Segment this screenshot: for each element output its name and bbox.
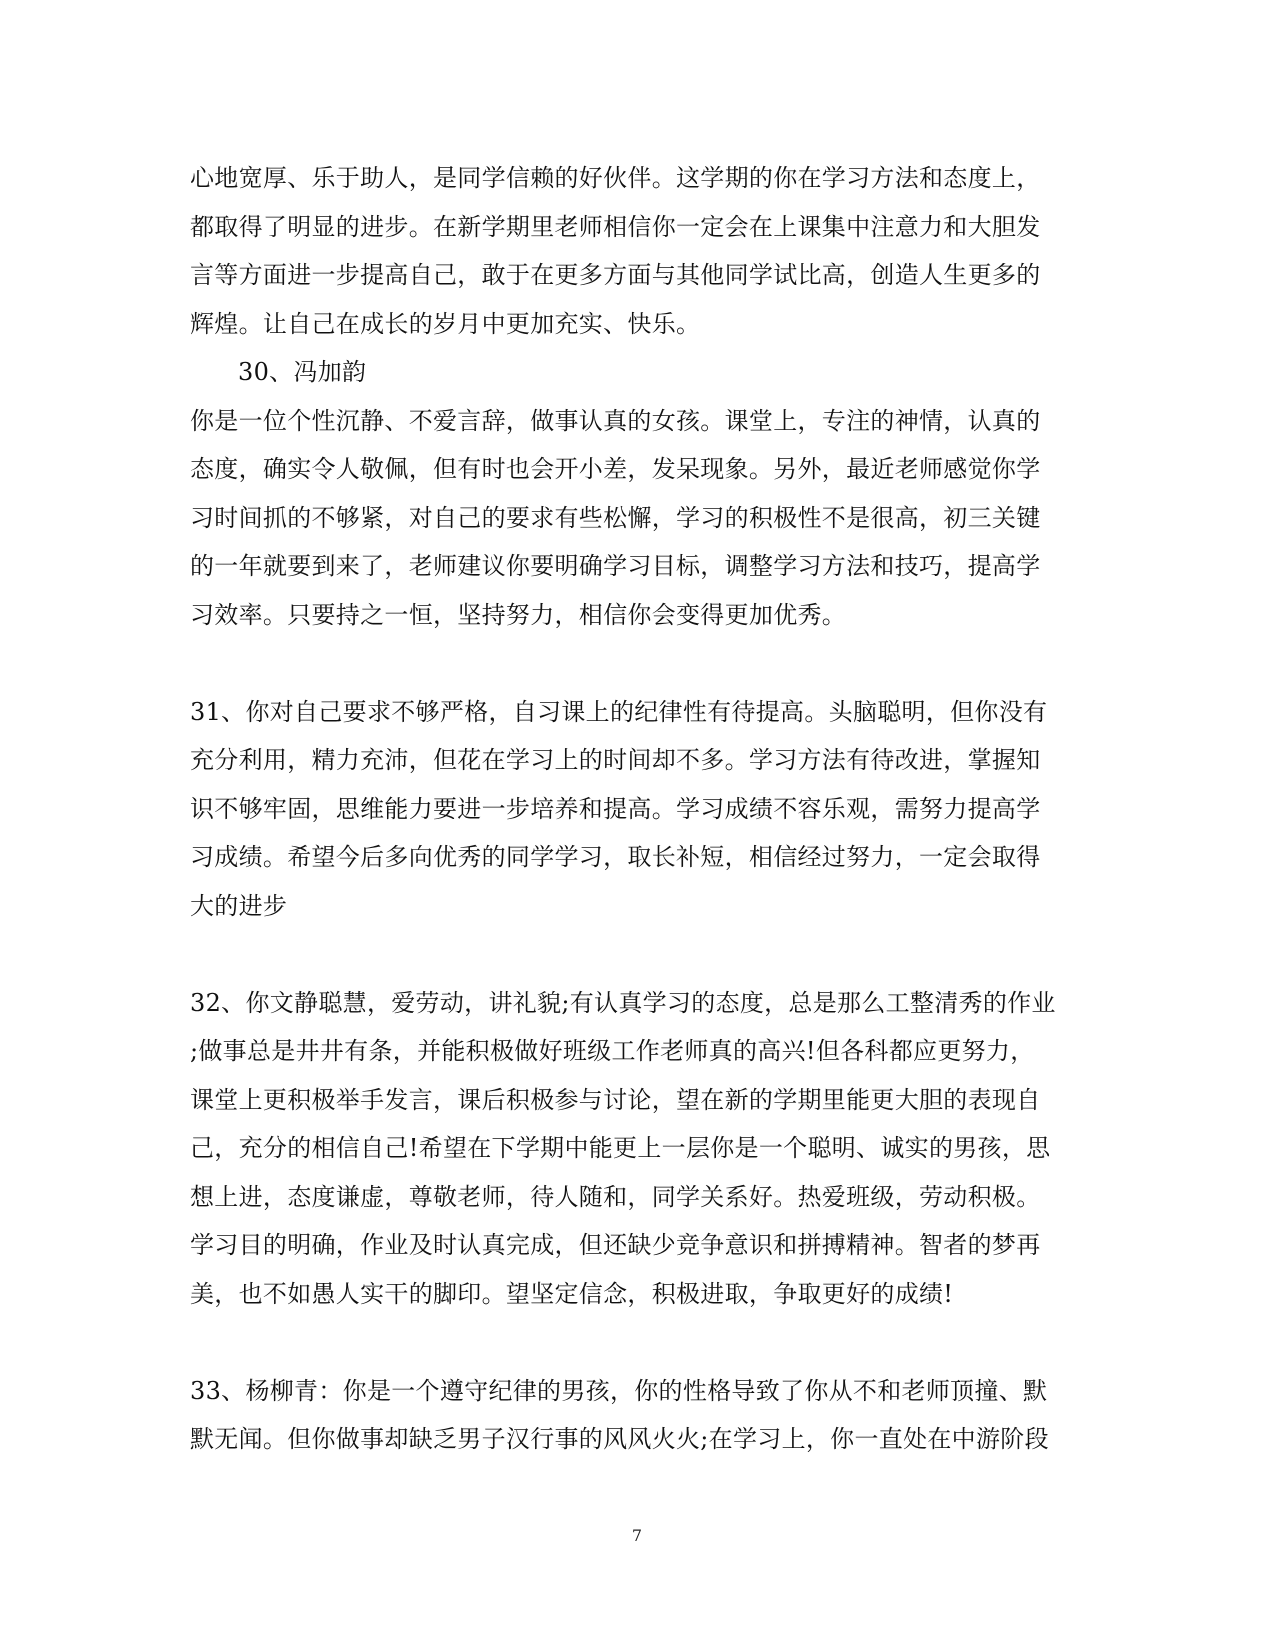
text-line: 想上进，态度谦虚，尊敬老师，待人随和，同学关系好。热爱班级，劳动积极。: [190, 1182, 1041, 1211]
text-line: 31、你对自己要求不够严格，自习课上的纪律性有待提高。头脑聪明，但你没有: [190, 697, 1048, 726]
text-line: 都取得了明显的进步。在新学期里老师相信你一定会在上课集中注意力和大胆发: [190, 212, 1041, 241]
text-line: 学习目的明确，作业及时认真完成，但还缺少竞争意识和拼搏精神。智者的梦再: [190, 1231, 1041, 1259]
text-line: 的一年就要到来了，老师建议你要明确学习目标，调整学习方法和技巧，提高学: [190, 552, 1041, 580]
text-line: 言等方面进一步提高自己，敢于在更多方面与其他同学试比高，创造人生更多的: [190, 261, 1041, 289]
text-line: 习效率。只要持之一恒，坚持努力，相信你会变得更加优秀。: [190, 600, 847, 629]
text-line: ;做事总是井井有条，并能积极做好班级工作老师真的高兴!但各科都应更努力，: [190, 1037, 1035, 1065]
text-line: 习时间抓的不够紧，对自己的要求有些松懈，学习的积极性不是很高，初三关键: [190, 503, 1041, 532]
text-line: 识不够牢固，思维能力要进一步培养和提高。学习成绩不容乐观，需努力提高学: [190, 794, 1041, 823]
text-line: 你是一位个性沉静、不爱言辞，做事认真的女孩。课堂上，专注的神情，认真的: [190, 406, 1041, 435]
paragraph-gap: [190, 639, 1090, 688]
text-line: 辉煌。让自己在成长的岁月中更加充实、快乐。: [190, 309, 701, 338]
paragraph-gap: [190, 930, 1090, 979]
text-line: 心地宽厚、乐于助人，是同学信赖的好伙伴。这学期的你在学习方法和态度上，: [190, 164, 1041, 192]
text-line: 习成绩。希望今后多向优秀的同学学习，取长补短，相信经过努力，一定会取得: [190, 843, 1041, 871]
page-number: 7: [631, 1526, 643, 1545]
text-line: 课堂上更积极举手发言，课后积极参与讨论，望在新的学期里能更大胆的表现自: [190, 1085, 1041, 1114]
text-line: 33、杨柳青：你是一个遵守纪律的男孩，你的性格导致了你从不和老师顶撞、默: [190, 1376, 1048, 1405]
document-body: [190, 154, 1090, 1464]
paragraph-gap: [190, 1318, 1090, 1367]
text-line: 大的进步: [190, 891, 288, 920]
text-line: 默无闻。但你做事却缺乏男子汉行事的风风火火;在学习上，你一直处在中游阶段: [190, 1425, 1049, 1453]
text-line: 美，也不如愚人实干的脚印。望坚定信念，积极进取，争取更好的成绩!: [190, 1279, 954, 1308]
text-line: 己，充分的相信自己!希望在下学期中能更上一层你是一个聪明、诚实的男孩，思: [190, 1134, 1051, 1162]
text-line: 32、你文静聪慧，爱劳动，讲礼貌;有认真学习的态度，总是那么工整清秀的作业: [190, 988, 1056, 1017]
text-line: 充分利用，精力充沛，但花在学习上的时间却不多。学习方法有待改进，掌握知: [190, 746, 1041, 774]
text-line: 态度，确实令人敬佩，但有时也会开小差，发呆现象。另外，最近老师感觉你学: [190, 455, 1041, 483]
section-heading: 30、冯加韵: [238, 358, 367, 386]
